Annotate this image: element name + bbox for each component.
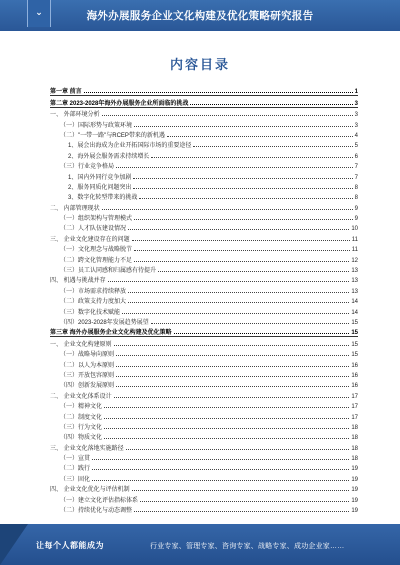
toc-entry-label: 二、 企业文化体系设计 [50,393,112,400]
toc-page-number: 7 [354,164,358,171]
toc-entry-label: （三）行业竞争格局 [60,164,115,171]
toc-entry-label: （二）持续优化与动态调整 [60,508,133,515]
toc-entry[interactable] [50,274,358,284]
toc-leader-dots [134,126,353,127]
toc-leader-dots [102,115,353,116]
report-title: 海外办展服务企业文化构建及优化策略研究报告 [86,10,314,22]
toc-entry-label: （三）员工认同感和归属感有待提升 [60,268,157,275]
toc-entry[interactable] [50,337,358,347]
toc-entry[interactable] [50,191,358,201]
toc-entry-label: 第三章 海外办展服务企业文化构建及优化策略 [50,330,172,337]
chevron-down-icon: ⌄ [35,7,43,17]
toc-entry-label: （一）市场需求持续释放 [60,288,127,295]
toc-entry-label: 1、国内外同行竞争加剧 [68,174,132,181]
toc-entry-label: 第二章 2023-2028年海外办展服务企业所面临的挑战 [50,100,189,107]
toc-leader-dots [114,345,350,346]
toc-entry-label: （四）创新发展原则 [60,383,115,390]
toc-entry[interactable] [50,431,358,441]
toc-leader-dots [167,136,353,137]
toc-leader-dots [84,92,353,93]
toc-page-number: 3 [354,100,358,107]
toc-entry[interactable] [50,181,358,191]
toc-entry[interactable] [50,504,358,514]
toc-entry[interactable] [50,369,358,379]
toc-entry[interactable] [50,493,358,503]
toc-entry-label: （二）以人为本原则 [60,362,115,369]
toc-leader-dots [133,188,352,189]
toc-page-number: 15 [351,352,358,359]
toc-page-number: 16 [351,383,358,390]
toc-leader-dots [174,333,350,334]
toc-entry[interactable] [50,358,358,368]
toc-page-number: 13 [351,288,358,295]
toc-entry-label: （一）国际形势与政策环境 [60,122,133,129]
toc-entry-label: 三、 企业文化建设存在的问题 [50,236,130,243]
toc-entry[interactable] [50,400,358,410]
toc-page-number: 15 [351,319,358,326]
toc-page-number: 19 [351,497,358,504]
toc-page-number: 18 [351,435,358,442]
toc-entry-label: （一）文化理念与战略脱节 [60,247,133,254]
toc-leader-dots [193,146,352,147]
toc-entry[interactable] [50,441,358,451]
toc-entry-label: 第一章 前言 [50,89,82,96]
toc-page-number: 18 [351,445,358,452]
toc-entry[interactable] [50,108,358,118]
toc-entry[interactable] [50,472,358,482]
toc-entry[interactable] [50,264,358,274]
toc-page-number: 6 [354,153,358,160]
toc-entry-label: （二）跨文化管理能力不足 [60,257,133,264]
toc-page-number: 19 [351,466,358,473]
toc-page-number: 15 [351,341,358,348]
toc-leader-dots [134,219,353,220]
toc-leader-dots [92,459,349,460]
toc-entry[interactable] [50,201,358,211]
toc-entry[interactable] [50,421,358,431]
toc-leader-dots [104,428,349,429]
toc-entry[interactable] [50,149,358,159]
toc-leader-dots [116,355,349,356]
toc-leader-dots [116,376,349,377]
toc-leader-dots [132,490,350,491]
toc-entry-label: （一）建立文化评估指标体系 [60,497,139,504]
toc-chapter-entry[interactable] [50,85,358,96]
toc-page-number: 16 [351,372,358,379]
toc-entry-label: 一、 外部环境分析 [50,112,100,119]
toc-entry-label: 四、 企业文化优化与评估机制 [50,487,130,494]
toc-page-number: 15 [351,330,358,337]
toc-leader-dots [114,397,350,398]
toc-entry[interactable] [50,212,358,222]
toc-entry-label: （三）固化 [60,476,91,483]
toc-page-number: 8 [354,184,358,191]
toc-entry-label: （一）精神文化 [60,404,103,411]
toc-page-number: 14 [351,309,358,316]
toc-entry[interactable] [50,139,358,149]
toc-entry[interactable] [50,295,358,305]
table-of-contents [50,85,358,514]
toc-page-number: 17 [351,414,358,421]
toc-entry-label: （四）2023-2028年发展趋势展望 [60,319,149,326]
toc-page-number: 12 [351,257,358,264]
toc-entry-label: （二）践行 [60,466,91,473]
toc-page-number: 14 [351,299,358,306]
footer-slogan: 让每个人都能成为 [36,541,104,550]
toc-leader-dots [116,167,353,168]
toc-entry[interactable] [50,243,358,253]
toc-leader-dots [104,418,349,419]
toc-leader-dots [102,209,353,210]
toc-entry[interactable] [50,222,358,232]
toc-entry-label: （三）数字化技术赋能 [60,309,121,316]
toc-leader-dots [116,386,349,387]
toc-page-number: 11 [351,236,358,243]
toc-entry[interactable] [50,118,358,128]
page-header [0,0,400,31]
toc-leader-dots [151,323,350,324]
toc-page-number: 13 [351,268,358,275]
toc-page-number: 13 [351,278,358,285]
toc-page-number: 19 [351,487,358,494]
toc-leader-dots [104,438,349,439]
toc-page-number: 18 [351,424,358,431]
toc-entry-label: （一）组织架构与管理模式 [60,216,133,223]
toc-entry-label: （二）制度文化 [60,414,103,421]
toc-page-number: 1 [354,89,358,96]
toc-page-number: 17 [351,404,358,411]
toc-leader-dots [190,104,352,105]
toc-entry[interactable] [50,232,358,242]
toc-page-number: 4 [354,132,358,139]
toc-page-number: 8 [354,195,358,202]
toc-entry-label: 四、 机遇与挑战并存 [50,278,106,285]
toc-leader-dots [151,157,352,158]
toc-entry-label: 二、 内部管理现状 [50,205,100,212]
toc-entry[interactable] [50,170,358,180]
toc-page-number: 19 [351,508,358,515]
toc-entry[interactable] [50,160,358,170]
toc-leader-dots [128,302,349,303]
toc-entry-label: （二）政策支持力度加大 [60,299,127,306]
toc-leader-dots [128,292,349,293]
toc-leader-dots [108,281,350,282]
page-footer [0,524,400,565]
toc-page-number: 5 [354,143,358,150]
toc-page-number: 3 [354,122,358,129]
toc-entry[interactable] [50,305,358,315]
toc-leader-dots [104,407,349,408]
toc-page-number: 17 [351,393,358,400]
toc-chapter-entry[interactable] [50,96,358,107]
toc-page-number: 3 [354,112,358,119]
toc-leader-dots [132,240,350,241]
footer-fold-decoration [0,524,28,565]
toc-entry[interactable] [50,389,358,399]
toc-page-number: 9 [354,216,358,223]
toc-leader-dots [133,178,352,179]
toc-page-number: 9 [354,205,358,212]
toc-leader-dots [122,313,349,314]
toc-page-number: 18 [351,456,358,463]
toc-leader-dots [92,469,349,470]
toc-page-number: 19 [351,476,358,483]
toc-entry[interactable] [50,379,358,389]
toc-leader-dots [116,366,349,367]
toc-entry-label: 一、 企业文化构建原则 [50,341,112,348]
toc-leader-dots [128,229,349,230]
toc-leader-dots [134,261,349,262]
toc-leader-dots [158,271,349,272]
footer-roles: 行业专家、管理专家、咨询专家、战略专家、成功企业家…… [150,543,345,550]
toc-leader-dots [134,511,349,512]
toc-page-number: 7 [354,174,358,181]
toc-entry[interactable] [50,452,358,462]
toc-entry-label: （三）开放包容原则 [60,372,115,379]
toc-entry-label: （四）物质文化 [60,435,103,442]
toc-entry[interactable] [50,284,358,294]
toc-entry[interactable] [50,462,358,472]
toc-chapter-entry[interactable] [50,326,358,337]
toc-leader-dots [134,250,350,251]
toc-entry-label: （一）宣贯 [60,456,91,463]
toc-entry-label: （二）"一带一路"与RCEP带来的新机遇 [60,132,165,139]
toc-entry[interactable] [50,129,358,139]
toc-leader-dots [92,480,349,481]
toc-entry-label: 3、数字化转型带来的挑战 [68,195,138,202]
toc-entry[interactable] [50,253,358,263]
toc-heading: 内容目录 [169,57,230,72]
toc-leader-dots [126,449,350,450]
toc-entry-label: （二）人才队伍建设情况 [60,226,127,233]
toc-leader-dots [139,198,352,199]
toc-entry-label: （一）战略导向原则 [60,352,115,359]
toc-page-number: 16 [351,362,358,369]
toc-entry[interactable] [50,410,358,420]
toc-entry-label: 1、展会出海成为企业开拓国际市场的重要途径 [68,143,192,150]
toc-entry[interactable] [50,483,358,493]
toc-page-number: 10 [351,226,358,233]
toc-entry[interactable] [50,316,358,326]
toc-page-number: 11 [351,247,358,254]
toc-entry[interactable] [50,348,358,358]
toc-leader-dots [140,501,349,502]
toc-entry-label: 2、服务同质化问题突出 [68,184,132,191]
toc-entry-label: 三、 企业文化落地实施路径 [50,445,124,452]
toc-entry-label: （三）行为文化 [60,424,103,431]
toc-entry-label: 2、海外展会服务需求持续增长 [68,153,150,160]
